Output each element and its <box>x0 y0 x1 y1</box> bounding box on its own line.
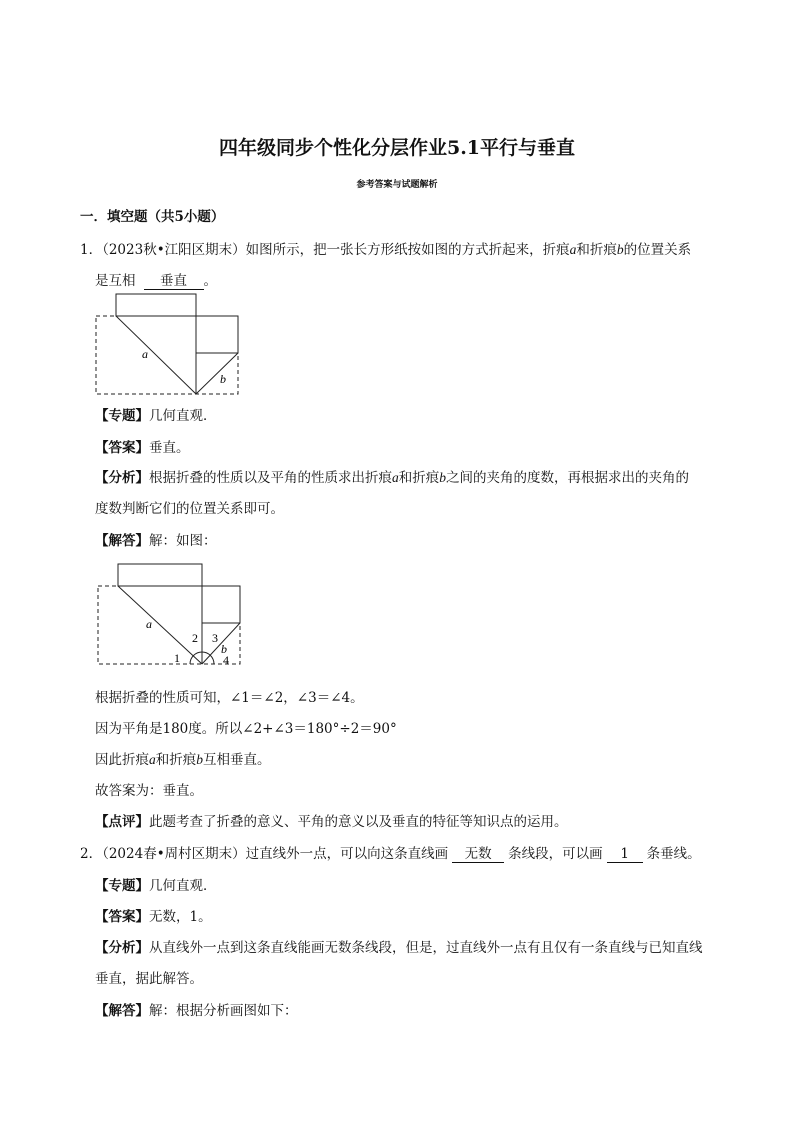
q2-analysis-line1 <box>95 936 703 956</box>
section-heading: 一．填空题（共5小题） <box>80 209 225 225</box>
label-a: a <box>142 347 148 361</box>
q1-step2: 因为平角是180度。所以∠2+∠3＝180°÷2＝90° <box>95 721 397 737</box>
page-subtitle: 参考答案与试题解析 <box>356 180 438 190</box>
q1-comment <box>95 810 568 830</box>
tag-topic: 【专题】 <box>95 408 149 424</box>
q1-text: 如图所示，把一张长方形纸按如图的方式折起来，折痕 <box>245 242 570 258</box>
q1-stem-line1 <box>80 238 691 258</box>
q1-solution <box>95 529 217 549</box>
q1-number: 1． <box>80 242 103 258</box>
page-title: 四年级同步个性化分层作业5.1平行与垂直 <box>218 137 576 159</box>
q1-text: 是互相 <box>95 273 136 289</box>
folded-flap-right <box>202 586 240 623</box>
q1-var-a: a <box>569 242 577 257</box>
crease-a <box>116 316 196 394</box>
q2-text: 条垂线。 <box>646 846 701 862</box>
q1-answer-blank: 垂直 <box>144 269 204 290</box>
q1-step3-text: 互相垂直。 <box>203 752 271 768</box>
q2-text: 过直线外一点，可以向这条直线画 <box>245 846 449 862</box>
q1-comment-text: 此题考查了折叠的意义、平角的意义以及垂直的特征等知识点的运用。 <box>149 814 568 830</box>
tag-analysis: 【分析】 <box>95 470 149 486</box>
q1-step3-text: 和折痕 <box>155 752 197 768</box>
q2-number: 2． <box>80 846 103 862</box>
q1-analysis-text: 根据折叠的性质以及平角的性质求出折痕 <box>149 470 392 486</box>
q2-analysis-text: 从直线外一点到这条直线能画无数条线段，但是，过直线外一点有且仅有一条直线与已知直线 <box>149 940 703 956</box>
q1-step3-text: 因此折痕 <box>95 752 149 768</box>
q1-analysis-text: 之间的夹角的度数，再根据求出的夹角的 <box>446 470 689 486</box>
angle-label-1: 1 <box>174 651 180 665</box>
angle-label-4: 4 <box>223 653 229 667</box>
tag-solution: 【解答】 <box>95 533 149 549</box>
q1-var-a: a <box>149 752 156 767</box>
q2-topic-text: 几何直观． <box>149 878 217 894</box>
q1-step3 <box>95 748 271 768</box>
q2-answer-blank-1: 无数 <box>452 842 504 863</box>
q1-answer <box>95 436 190 456</box>
q1-analysis-line2: 度数判断它们的位置关系即可。 <box>95 501 284 517</box>
angle-label-3: 3 <box>212 631 218 645</box>
q1-var-b: b <box>616 242 624 257</box>
q2-stem <box>80 842 701 863</box>
folded-flap-left <box>116 294 196 316</box>
q2-solution <box>95 999 298 1019</box>
q1-topic <box>95 404 217 424</box>
tag-comment: 【点评】 <box>95 814 149 830</box>
q1-var-b: b <box>196 752 203 767</box>
q1-text: 和折痕 <box>576 242 617 258</box>
folded-flap-left <box>118 564 202 586</box>
q1-stem-line2 <box>95 269 217 290</box>
q2-topic <box>95 874 217 894</box>
tag-answer: 【答案】 <box>95 440 149 456</box>
crease-a <box>118 586 202 664</box>
label-a: a <box>146 617 152 631</box>
angle-label-2: 2 <box>192 631 198 645</box>
q2-answer-blank-2: 1 <box>607 846 643 863</box>
tag-solution: 【解答】 <box>95 1003 149 1019</box>
fold-figure-1 <box>90 290 250 400</box>
q1-solution-text: 解：如图： <box>149 533 217 549</box>
q1-analysis-line1 <box>95 466 689 486</box>
q2-solution-text: 解：根据分析画图如下： <box>149 1003 298 1019</box>
q1-text: 的位置关系 <box>623 242 692 258</box>
label-b: b <box>221 642 227 656</box>
tag-answer: 【答案】 <box>95 909 149 925</box>
tag-topic: 【专题】 <box>95 878 149 894</box>
q1-analysis-text: 和折痕 <box>398 470 440 486</box>
crease-b <box>196 353 238 394</box>
q1-var-b: b <box>439 470 446 485</box>
q2-analysis-line2: 垂直，据此解答。 <box>95 971 203 987</box>
q1-topic-text: 几何直观． <box>149 408 217 424</box>
q1-step1: 根据折叠的性质可知，∠1＝∠2，∠3＝∠4。 <box>95 690 364 706</box>
label-b: b <box>220 372 226 386</box>
q1-text: 。 <box>203 273 217 289</box>
q1-final: 故答案为：垂直。 <box>95 783 203 799</box>
q2-text: 条线段，可以画 <box>508 846 603 862</box>
q1-var-a: a <box>392 470 399 485</box>
q2-answer <box>95 905 212 925</box>
q1-answer-text: 垂直。 <box>149 440 190 456</box>
tag-analysis: 【分析】 <box>95 940 149 956</box>
q1-source: （2023秋•江阳区期末） <box>102 242 246 258</box>
folded-flap-right <box>196 316 238 353</box>
q2-source: （2024春•周村区期末） <box>102 846 246 862</box>
q2-answer-text: 无数，1。 <box>149 909 212 925</box>
fold-figure-2 <box>92 560 252 670</box>
